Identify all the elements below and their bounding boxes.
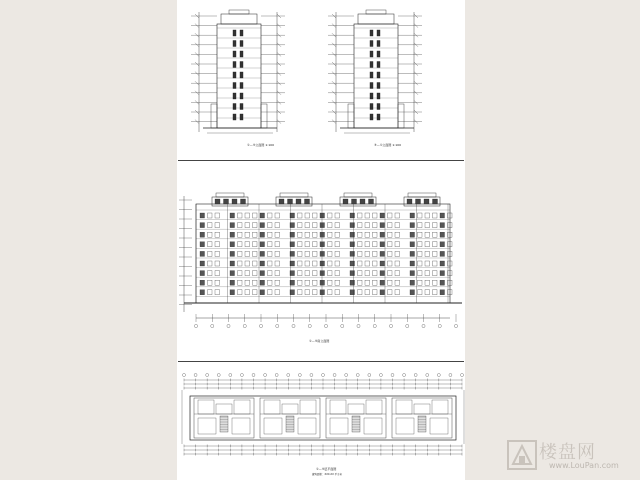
watermark-text: 楼盘网 — [539, 442, 596, 463]
floor-plan-subcaption: 建筑面积：XXX.XX 平方米 — [312, 473, 343, 476]
front-elevation-caption: ①—⑤南立面图 — [309, 339, 330, 343]
loupan-logo-icon — [505, 438, 539, 472]
side-elevation-right — [328, 10, 422, 133]
floor-plan-caption: ①—⑤层平面图 — [316, 467, 337, 471]
loupan-watermark — [505, 438, 630, 472]
front-elevation — [179, 193, 462, 328]
watermark-url: www.LouPan.com — [549, 461, 619, 470]
floor-plan — [182, 374, 464, 456]
side-elevation-left-caption: ①—⑤立面图 1:100 — [247, 143, 274, 147]
side-elevation-right-caption: ⑤—①立面图 1:100 — [374, 143, 401, 147]
side-elevation-left — [191, 10, 285, 133]
